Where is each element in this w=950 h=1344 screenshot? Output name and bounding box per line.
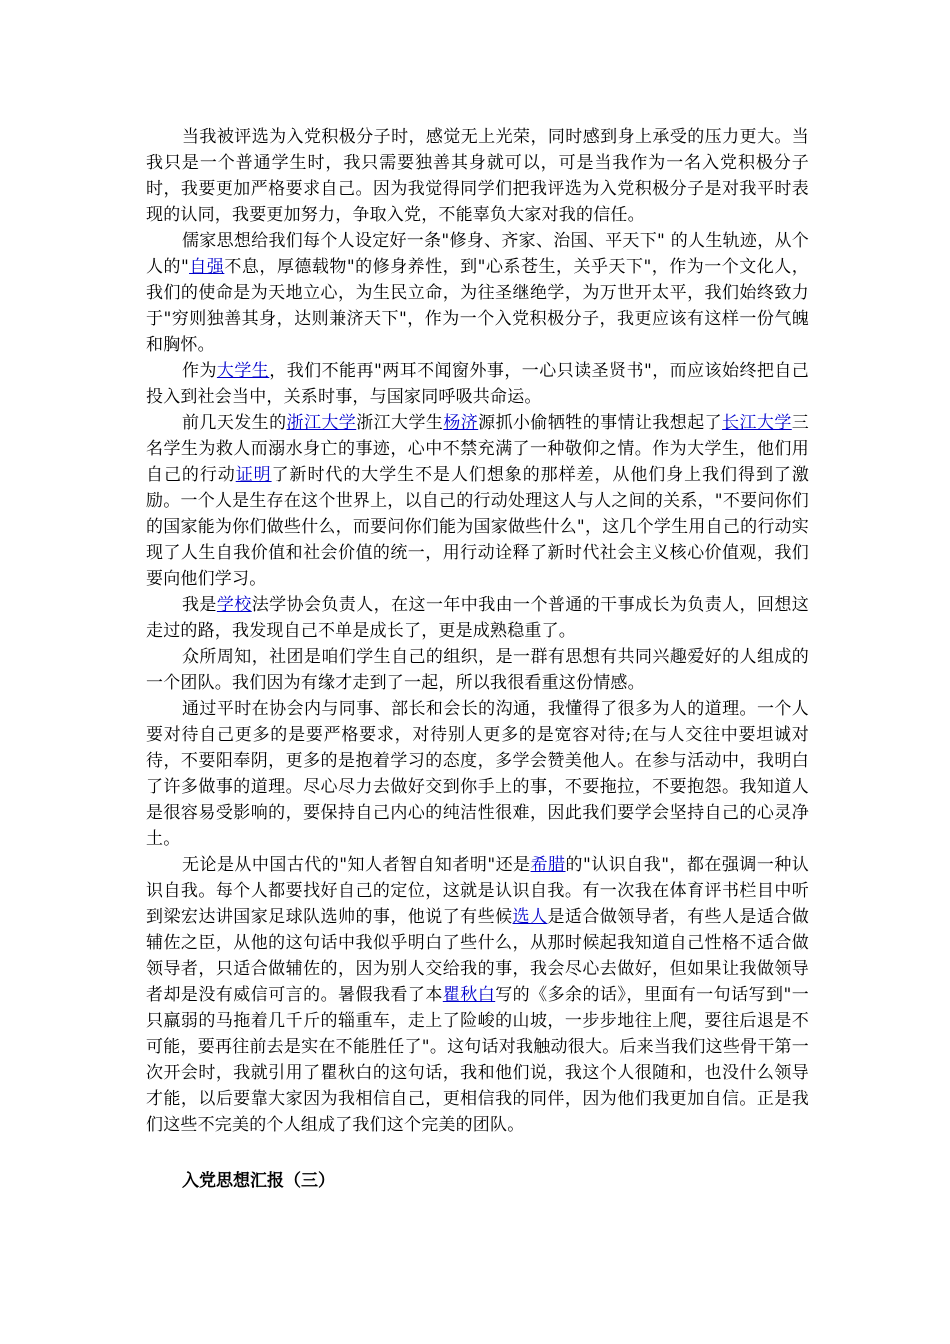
text-run: 儒家思想给我们每个人设定好一条"修身、齐家、治国、平天下" 的人生轨迹，从个人的" xyxy=(146,231,809,277)
text-run: 三名学生为救人而溺水身亡的事迹，心中不禁充满了一种敬仰之情。作为大学生，他们用自己的行动 xyxy=(146,413,809,485)
text-run: 写的《多余的话》，里面有一句话写到"一只羸弱的马拖着几千斤的辎重车，走上了险峻的山坡，一步步地往上爬，要往后退是不可能，要再往前去是实在不能胜任了"。这句话对我触动很大。后来当我们这些骨干第一次开会时，我就引用了瞿秋白的这句话，我和他们说，我这个人很随和，也没什么领导才能，以后要靠大家因为我相信自己，更相信我的同伴，因为他们我更加自信。正是我们这些不完美的个人组成了我们这个完美的团队。 xyxy=(146,985,809,1135)
text-run: 法学协会负责人，在这一年中我由一个普通的干事成长为负责人，回想这走过的路，我发现自己不单是成长了，更是成熟稳重了。 xyxy=(146,595,810,641)
inline-link[interactable]: 学校 xyxy=(216,595,252,615)
text-run: 当我被评选为入党积极分子时，感觉无上光荣，同时感到身上承受的压力更大。当我只是一个普通学生时，我只需要独善其身就可以，可是当我作为一名入党积极分子时，我要更加严格要求自己。因为我觉得同学们把我评选为入党积极分子是对我平时表现的认同，我要更加努力，争取入党，不能辜负大家对我的信任。 xyxy=(146,127,809,225)
text-run: ，我们不能再"两耳不闻窗外事，一心只读圣贤书"，而应该始终把自己投入到社会当中，关系时事，与国家同呼吸共命运。 xyxy=(146,361,809,407)
paragraph xyxy=(146,696,809,852)
document-body xyxy=(146,124,809,1138)
inline-link[interactable]: 大学生 xyxy=(216,361,270,381)
paragraph xyxy=(146,228,809,358)
text-run: 是适合做领导者，有些人是适合做辅佐之臣，从他的这句话中我似乎明白了些什么，从那时候起我知道自己性格不适合做领导者，只适合做辅佐的，因为别人交给我的事，我会尽心去做好，但如果让我做领导者却是没有威信可言的。暑假我看了本 xyxy=(146,907,810,1005)
text-run: 前几天发生的 xyxy=(182,413,287,433)
paragraph xyxy=(146,124,809,228)
inline-link[interactable]: 希腊 xyxy=(530,855,566,875)
inline-link[interactable]: 瞿秋白 xyxy=(442,985,496,1005)
text-run: 无论是从中国古代的"知人者智自知者明"还是 xyxy=(182,855,531,875)
section-heading: 入党思想汇报（三） xyxy=(182,1171,335,1191)
inline-link[interactable]: 长江大学 xyxy=(722,413,792,433)
text-run: 源抓小偷牺牲的事情让我想起了 xyxy=(478,413,723,433)
text-run: 了新时代的大学生不是人们想象的那样差，从他们身上我们得到了激励。一个人是生存在这个世界上，以自己的行动处理这人与人之间的关系，"不要问你们的国家能为你们做些什么，而要问你们能为国家做些什么"，这几个学生用自己的行动实现了人生自我价值和社会价值的统一，用行动诠释了新时代社会主义核心价值观，我们要向他们学习。 xyxy=(146,465,810,589)
text-run: 的"认识自我"，都在强调一种认识自我。每个人都要找好自己的定位，这就是认识自我。有一次我在体育评书栏目中听到梁宏达讲国家足球队选帅的事，他说了有些候 xyxy=(146,855,809,927)
paragraph xyxy=(146,592,809,644)
paragraph xyxy=(146,644,809,696)
text-run: 我是 xyxy=(182,595,217,615)
text-run: 不息，厚德载物"的修身养性，到"心系苍生，关乎天下"，作为一个文化人，我们的使命是为天地立心，为生民立命，为往圣继绝学，为万世开太平，我们始终致力于"穷则独善其身，达则兼济天下"，作为一个入党积极分子，我更应该有这样一份气魄和胸怀。 xyxy=(146,257,810,355)
paragraph xyxy=(146,410,809,592)
inline-link[interactable]: 自强 xyxy=(189,257,225,277)
inline-link[interactable]: 杨济 xyxy=(443,413,479,433)
inline-link[interactable]: 证明 xyxy=(235,465,272,485)
paragraph xyxy=(146,358,809,410)
text-run: 众所周知，社团是咱们学生自己的组织，是一群有思想有共同兴趣爱好的人组成的一个团队。我们因为有缘才走到了一起，所以我很看重这份情感。 xyxy=(146,647,809,693)
text-run: 浙江大学生 xyxy=(356,413,444,433)
inline-link[interactable]: 浙江大学 xyxy=(286,413,357,433)
inline-link[interactable]: 选人 xyxy=(512,907,548,927)
paragraph xyxy=(146,852,809,1138)
text-run: 作为 xyxy=(182,361,217,381)
text-run: 通过平时在协会内与同事、部长和会长的沟通，我懂得了很多为人的道理。一个人要对待自己更多的是要严格要求，对待别人更多的是宽容对待;在与人交往中要坦诚对待，不要阳奉阴，更多的是抱着学习的态度，多学会赞美他人。在参与活动中，我明白了许多做事的道理。尽心尽力去做好交到你手上的事，不要拖拉，不要抱怨。我知道人是很容易受影响的，要保持自己内心的纯洁性很难，因此我们要学会坚持自己的心灵净土。 xyxy=(146,699,809,849)
